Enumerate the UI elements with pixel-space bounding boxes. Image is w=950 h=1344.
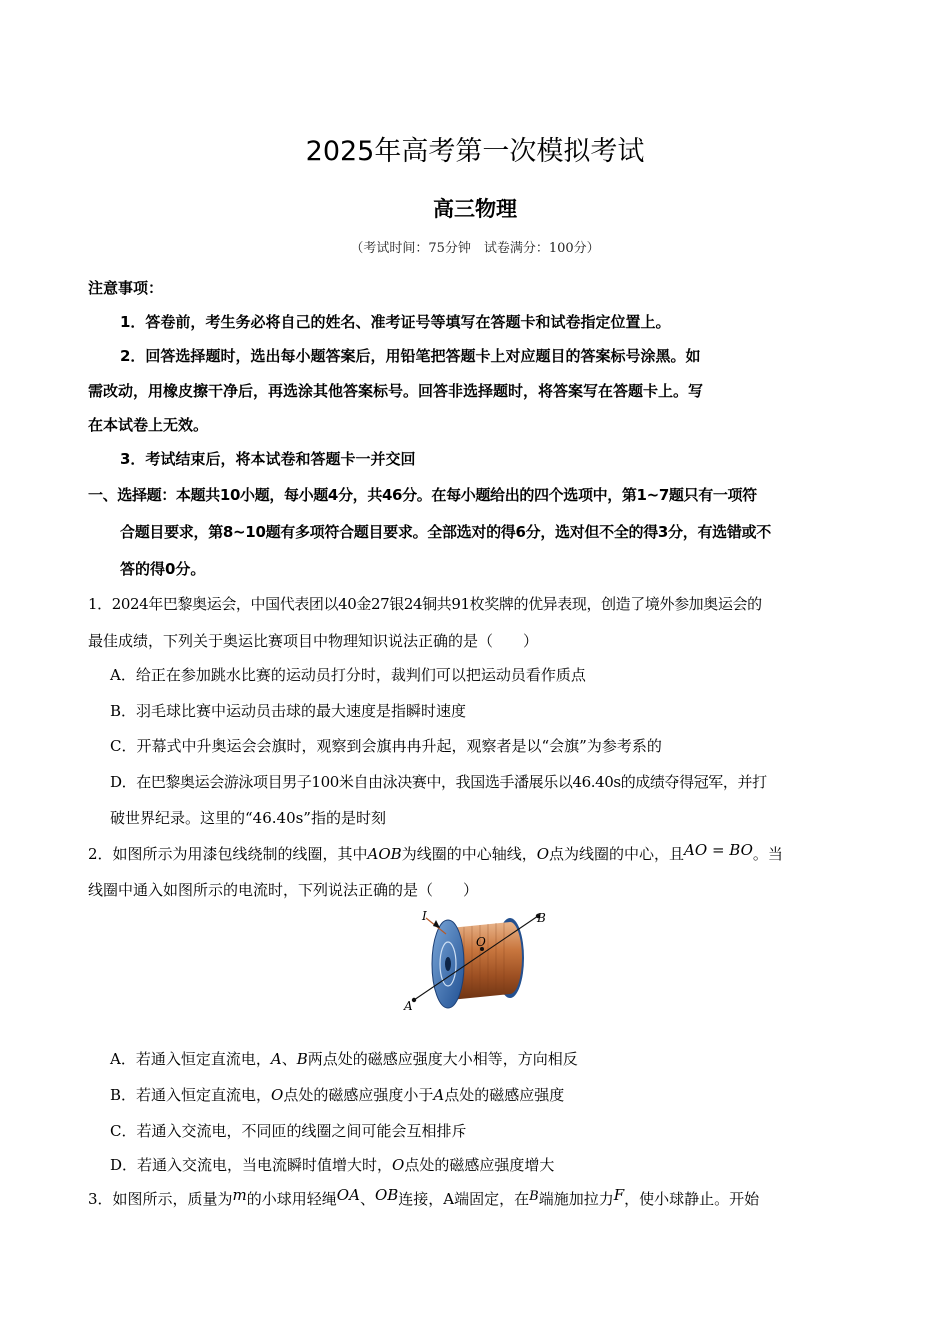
notice-item: 1．答卷前，考生务必将自己的姓名、准考证号等填写在答题卡和试卷指定位置上。 (120, 313, 671, 331)
q1-option-d-cont: 破世界纪录。这里的“46.40s”指的是时刻 (110, 809, 386, 827)
coil-figure (398, 906, 554, 1016)
exam-subtitle: 高三物理 (433, 197, 517, 221)
notice-item: 在本试卷上无效。 (88, 416, 209, 434)
q2-option-d: D．若通入交流电，当电流瞬时值增大时，O点处的磁感应强度增大 (110, 1156, 555, 1174)
section-text: 答的得0分。 (120, 560, 206, 578)
notice-item: 需改动，用橡皮擦干净后，再选涂其他答案标号。回答非选择题时，将答案写在答题卡上。写 (88, 382, 704, 400)
q2-stem: 2．如图所示为用漆包线绕制的线圈，其中AOB为线圈的中心轴线，O点为线圈的中心，且AO = BO。当 (88, 841, 783, 863)
label-current: I (422, 909, 427, 923)
notice-item: 2．回答选择题时，选出每小题答案后，用铅笔把答题卡上对应题目的答案标号涂黑。如 (120, 347, 701, 365)
notice-item: 3．考试结束后，将本试卷和答题卡一并交回 (120, 450, 416, 468)
q2-option-c: C．若通入交流电，不同匝的线圈之间可能会互相排斥 (110, 1122, 467, 1140)
notice-heading: 注意事项： (88, 279, 164, 297)
q2-stem-cont: 线圈中通入如图所示的电流时，下列说法正确的是（ ） (88, 881, 479, 899)
q1-stem: 1．2024年巴黎奥运会，中国代表团以40金27银24铜共91枚奖牌的优异表现，创造了境外参加奥运会的 (88, 595, 762, 613)
q2-option-b: B．若通入恒定直流电，O点处的磁感应强度小于A点处的磁感应强度 (110, 1086, 565, 1104)
current-arrow-icon (433, 920, 440, 928)
q3-stem: 3．如图所示，质量为m的小球用轻绳OA、OB连接，A端固定，在B端施加拉力F，使小球静止。开始 (88, 1186, 760, 1208)
label-o: O (476, 935, 486, 949)
q1-option-a: A．给正在参加跳水比赛的运动员打分时，裁判们可以把运动员看作质点 (110, 666, 586, 684)
exam-title: 2025年高考第一次模拟考试 (305, 136, 645, 167)
q1-option-d: D．在巴黎奥运会游泳项目男子100米自由泳决赛中，我国选手潘展乐以46.40s的成绩夺得冠军，并打 (110, 773, 767, 791)
q2-option-a: A．若通入恒定直流电，A、B两点处的磁感应强度大小相等，方向相反 (110, 1050, 578, 1068)
section-text: 合题目要求，第8~10题有多项符合题目要求。全部选对的得6分，选对但不全的得3分，有选错或不 (120, 523, 771, 541)
label-b: B (537, 911, 546, 925)
exam-meta: （考试时间：75分钟 试卷满分：100分） (350, 241, 600, 256)
q1-option-c: C．开幕式中升奥运会会旗时，观察到会旗冉冉升起，观察者是以“会旗”为参考系的 (110, 737, 662, 755)
label-a: A (404, 999, 413, 1013)
q1-stem: 最佳成绩，下列关于奥运比赛项目中物理知识说法正确的是（ ） (88, 632, 539, 650)
q1-option-b: B．羽毛球比赛中运动员击球的最大速度是指瞬时速度 (110, 702, 467, 720)
section-heading: 一、选择题：本题共10小题，每小题4分，共46分。在每小题给出的四个选项中，第1~7题只有一项符 (88, 486, 757, 504)
